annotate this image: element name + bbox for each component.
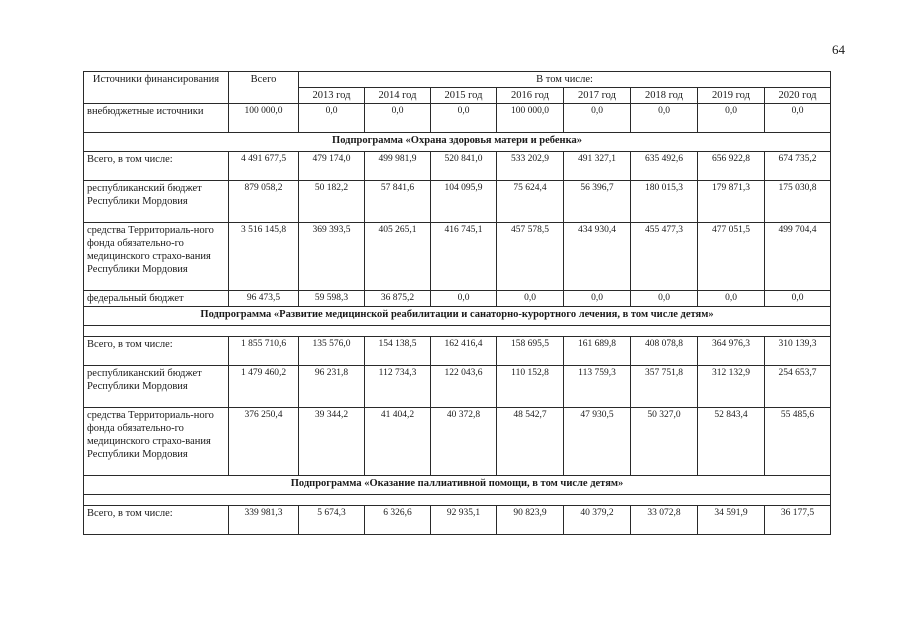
cell-year-value: 59 598,3 (299, 291, 365, 307)
cell-year-value: 491 327,1 (564, 152, 631, 181)
table-body (84, 72, 831, 535)
cell-year-value: 408 078,8 (631, 337, 698, 366)
cell-year-value: 135 576,0 (299, 337, 365, 366)
cell-year-value: 674 735,2 (765, 152, 831, 181)
cell-year-value: 499 981,9 (365, 152, 431, 181)
cell-year-value: 41 404,2 (365, 408, 431, 476)
cell-year-value: 434 930,4 (564, 223, 631, 291)
cell-year-value: 0,0 (431, 291, 497, 307)
spacer-row (84, 326, 831, 337)
cell-year-value: 0,0 (698, 104, 765, 133)
cell-year-value: 533 202,9 (497, 152, 564, 181)
cell-year-value: 0,0 (765, 291, 831, 307)
cell-year-value: 254 653,7 (765, 366, 831, 408)
table-row (84, 223, 831, 291)
table-row (84, 337, 831, 366)
cell-total: 1 855 710,6 (229, 337, 299, 366)
header-year: 2014 год (365, 88, 431, 104)
cell-total: 3 516 145,8 (229, 223, 299, 291)
cell-year-value: 0,0 (365, 104, 431, 133)
table-row (84, 104, 831, 133)
cell-total: 96 473,5 (229, 291, 299, 307)
row-label: внебюджетные источники (84, 104, 229, 133)
cell-year-value: 656 922,8 (698, 152, 765, 181)
header-year: 2016 год (497, 88, 564, 104)
table-row (84, 366, 831, 408)
cell-year-value: 90 823,9 (497, 506, 564, 535)
header-year: 2017 год (564, 88, 631, 104)
cell-total: 376 250,4 (229, 408, 299, 476)
cell-year-value: 36 177,5 (765, 506, 831, 535)
cell-year-value: 40 372,8 (431, 408, 497, 476)
cell-year-value: 33 072,8 (631, 506, 698, 535)
spacer-cell (84, 495, 831, 506)
cell-year-value: 162 416,4 (431, 337, 497, 366)
header-year: 2015 год (431, 88, 497, 104)
cell-year-value: 0,0 (698, 291, 765, 307)
cell-total: 339 981,3 (229, 506, 299, 535)
header-including: В том числе: (299, 72, 831, 88)
cell-year-value: 56 396,7 (564, 181, 631, 223)
cell-year-value: 364 976,3 (698, 337, 765, 366)
spacer-row (84, 495, 831, 506)
cell-year-value: 52 843,4 (698, 408, 765, 476)
cell-year-value: 55 485,6 (765, 408, 831, 476)
cell-year-value: 0,0 (564, 104, 631, 133)
header-year: 2018 год (631, 88, 698, 104)
header-year: 2020 год (765, 88, 831, 104)
subprogram-title: Подпрограмма «Развитие медицинской реабилитации и санаторно-курортного лечения, в том числе детям» (84, 307, 831, 326)
cell-year-value: 0,0 (431, 104, 497, 133)
cell-total: 1 479 460,2 (229, 366, 299, 408)
cell-year-value: 179 871,3 (698, 181, 765, 223)
cell-year-value: 50 182,2 (299, 181, 365, 223)
cell-year-value: 96 231,8 (299, 366, 365, 408)
cell-year-value: 357 751,8 (631, 366, 698, 408)
cell-year-value: 36 875,2 (365, 291, 431, 307)
cell-year-value: 75 624,4 (497, 181, 564, 223)
header-total: Всего (229, 72, 299, 104)
cell-year-value: 0,0 (631, 291, 698, 307)
cell-year-value: 92 935,1 (431, 506, 497, 535)
cell-total: 4 491 677,5 (229, 152, 299, 181)
header-source: Источники финансирования (84, 72, 229, 104)
cell-year-value: 34 591,9 (698, 506, 765, 535)
row-label: Всего, в том числе: (84, 152, 229, 181)
cell-year-value: 57 841,6 (365, 181, 431, 223)
row-label: республиканский бюджет Республики Мордовия (84, 366, 229, 408)
cell-year-value: 175 030,8 (765, 181, 831, 223)
cell-year-value: 416 745,1 (431, 223, 497, 291)
cell-year-value: 122 043,6 (431, 366, 497, 408)
cell-year-value: 312 132,9 (698, 366, 765, 408)
subprogram-row (84, 307, 831, 326)
cell-year-value: 0,0 (765, 104, 831, 133)
subprogram-row (84, 133, 831, 152)
table-row (84, 408, 831, 476)
cell-year-value: 50 327,0 (631, 408, 698, 476)
cell-year-value: 104 095,9 (431, 181, 497, 223)
header-year: 2019 год (698, 88, 765, 104)
header-row (84, 72, 831, 88)
cell-year-value: 100 000,0 (497, 104, 564, 133)
cell-year-value: 0,0 (497, 291, 564, 307)
cell-year-value: 477 051,5 (698, 223, 765, 291)
cell-year-value: 310 139,3 (765, 337, 831, 366)
row-label: республиканский бюджет Республики Мордовия (84, 181, 229, 223)
table-row (84, 181, 831, 223)
subprogram-title: Подпрограмма «Охрана здоровья матери и ребенка» (84, 133, 831, 152)
cell-year-value: 180 015,3 (631, 181, 698, 223)
cell-year-value: 110 152,8 (497, 366, 564, 408)
table-row (84, 152, 831, 181)
cell-year-value: 6 326,6 (365, 506, 431, 535)
cell-total: 879 058,2 (229, 181, 299, 223)
cell-year-value: 635 492,6 (631, 152, 698, 181)
cell-year-value: 47 930,5 (564, 408, 631, 476)
cell-year-value: 405 265,1 (365, 223, 431, 291)
table-row (84, 291, 831, 307)
cell-year-value: 5 674,3 (299, 506, 365, 535)
cell-total: 100 000,0 (229, 104, 299, 133)
cell-year-value: 369 393,5 (299, 223, 365, 291)
page-number: 64 (832, 42, 845, 57)
cell-year-value: 154 138,5 (365, 337, 431, 366)
cell-year-value: 39 344,2 (299, 408, 365, 476)
subprogram-row (84, 476, 831, 495)
table-row (84, 506, 831, 535)
cell-year-value: 520 841,0 (431, 152, 497, 181)
row-label: средства Территориаль-ного фонда обязательно-го медицинского страхо-вания Республики Мордовия (84, 223, 229, 291)
row-label: средства Территориаль-ного фонда обязательно-го медицинского страхо-вания Республики Мордовия (84, 408, 229, 476)
spacer-cell (84, 326, 831, 337)
cell-year-value: 161 689,8 (564, 337, 631, 366)
cell-year-value: 457 578,5 (497, 223, 564, 291)
row-label: федеральный бюджет (84, 291, 229, 307)
cell-year-value: 0,0 (564, 291, 631, 307)
cell-year-value: 40 379,2 (564, 506, 631, 535)
row-label: Всего, в том числе: (84, 337, 229, 366)
cell-year-value: 48 542,7 (497, 408, 564, 476)
cell-year-value: 0,0 (299, 104, 365, 133)
cell-year-value: 0,0 (631, 104, 698, 133)
row-label: Всего, в том числе: (84, 506, 229, 535)
cell-year-value: 499 704,4 (765, 223, 831, 291)
subprogram-title: Подпрограмма «Оказание паллиативной помощи, в том числе детям» (84, 476, 831, 495)
cell-year-value: 113 759,3 (564, 366, 631, 408)
cell-year-value: 479 174,0 (299, 152, 365, 181)
header-year: 2013 год (299, 88, 365, 104)
cell-year-value: 112 734,3 (365, 366, 431, 408)
cell-year-value: 455 477,3 (631, 223, 698, 291)
cell-year-value: 158 695,5 (497, 337, 564, 366)
financing-table (83, 71, 831, 535)
